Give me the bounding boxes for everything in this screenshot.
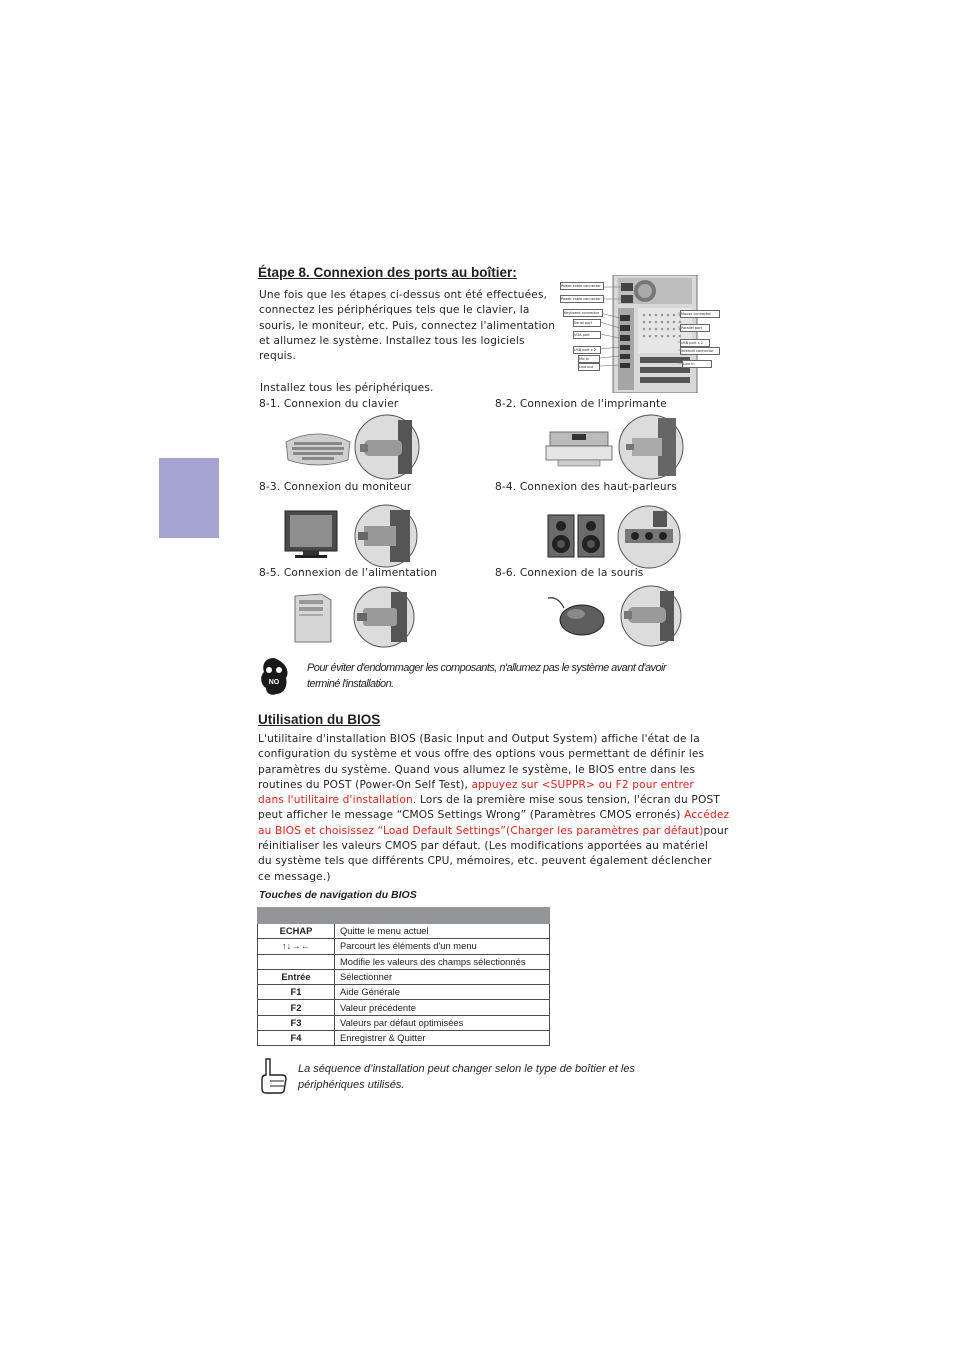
speakers-port-closeup [617,505,681,569]
bios-line: L'utilitaire d'installation BIOS (Basic Input and Output System) affiche l'état de la [258,733,700,745]
bios-highlight: au BIOS et choisissez “Load Default Settings”(Charger les paramètres par défaut) [258,824,704,837]
callout-power-cable: Power cable connector [560,282,604,290]
printer-port-closeup [618,414,684,480]
bios-line: ce message.) [258,870,331,883]
bios-line: dans l'utilitaire d'installation. Lors de la première mise sous tension, l'écran du POST [258,794,720,807]
pc-case-illustration [291,592,335,644]
mouse-port-closeup [620,585,682,647]
table-row: F2 Valeur précédente [258,1000,550,1015]
callout-internet: Internet connector [680,347,720,355]
table-row: F1 Aide Générale [258,985,550,1000]
bios-line: routines du POST (Power-On Self Test), appuyez sur <SUPPR> ou F2 pour entrer [258,778,694,791]
warning-icon-label: NO [268,679,280,686]
step-caption-monitor: 8-3. Connexion du moniteur [259,481,412,493]
table-row: F3 Valeurs par défaut optimisées [258,1015,550,1030]
rear-panel-illustration [560,275,722,393]
step-caption-printer: 8-2. Connexion de l'imprimante [495,398,667,410]
bios-line: réinitialiser les valeurs CMOS par défaut. (Les modifications apportées au matériel [258,840,708,853]
printer-illustration [544,426,614,470]
callout-serial: Serial port [573,319,601,327]
table-row: ECHAP Quitte le menu actuel [258,924,550,939]
intro-line: Une fois que les étapes ci-dessus ont été effectuées, [259,289,548,301]
tip-hand-icon [256,1057,288,1095]
section-title-step8: Étape 8. Connexion des ports au boîtier: [258,265,517,280]
section-title-bios: Utilisation du BIOS [258,712,381,727]
callout-mic-in: Mic In [578,355,600,363]
monitor-port-closeup [354,504,418,568]
intro-line: et allumez le système. Installez tous les logiciels [259,334,525,347]
keyboard-port-closeup [354,414,420,480]
table-row: ↑↓→← Parcourt les éléments d'un menu [258,939,550,954]
table-row: F4 Enregistrer & Quitter [258,1031,550,1046]
monitor-illustration [283,509,339,559]
tip-note-line: périphériques utilisés. [298,1079,405,1091]
install-line: Installez tous les périphériques. [260,382,434,394]
step-caption-keyboard: 8-1. Connexion du clavier [259,398,399,410]
step-caption-power: 8-5. Connexion de l’alimentation [259,567,438,579]
step-caption-speakers: 8-4. Connexion des haut-parleurs [495,481,677,493]
warning-note [307,660,737,692]
callout-line-in: Line in [682,360,712,368]
callout-keyboard: Keyboard connector [563,309,603,317]
intro-line: souris, le moniteur, etc. Puis, connectez l'alimentation [259,319,556,332]
step-caption-mouse: 8-6. Connexion de la souris [495,567,644,579]
callout-vga: VGA port [573,331,601,339]
speakers-illustration [547,514,605,558]
table-row: Entrée Sélectionner [258,969,550,984]
nav-table-title: Touches de navigation du BIOS [259,889,417,901]
intro-line: requis. [259,350,296,363]
keyboard-illustration [282,426,354,468]
bios-line: peut afficher le message “CMOS Settings Wrong” (Paramètres CMOS erronés) Accédez [258,809,730,822]
callout-parallel: Parallel port [680,324,710,332]
callout-power-cable: Power cable connector [560,295,604,303]
bios-nav-keys-table [257,907,550,1046]
tip-note-line: La séquence d’installation peut changer selon le type de boîtier et les [298,1063,635,1075]
warning-no-icon [258,656,290,698]
bios-line: au BIOS et choisissez “Load Default Settings”(Charger les paramètres par défaut)pour [258,824,729,837]
bios-line: configuration du système et vous offre des options vous permettant de définir les [258,748,705,761]
bios-highlight: dans l'utilitaire d'installation [258,794,413,807]
callout-line-out: Line out [578,363,600,371]
bios-paragraph [258,732,758,885]
mouse-illustration [546,594,606,638]
bios-highlight: Accédez [684,809,730,822]
intro-line: connectez les périphériques tels que le clavier, la [259,304,530,317]
bios-line: paramètres du système. Quand vous allumez le système, le BIOS entre dans les [258,763,696,776]
table-row: Modifie les valeurs des champs sélectionnés [258,954,550,969]
warning-note-line: Pour éviter d'endommager les composants, n'allumez pas le système avant d'avoir [307,662,667,674]
intro-paragraph [259,288,559,364]
power-port-closeup [353,586,415,648]
bios-line: du système tels que différents CPU, mémoires, etc. peuvent également déclencher [258,855,712,868]
warning-note-line: terminé l'installation. [307,678,394,690]
table-header-row [258,908,550,924]
callout-usb: USB port x 2 [573,346,601,354]
tip-note [298,1061,738,1093]
chapter-side-tab [159,458,219,538]
callout-mouse: Mouse connector [680,310,720,318]
callout-usb-right: USB port x 2 [680,339,710,347]
bios-highlight: appuyez sur <SUPPR> ou F2 pour entrer [471,778,694,791]
